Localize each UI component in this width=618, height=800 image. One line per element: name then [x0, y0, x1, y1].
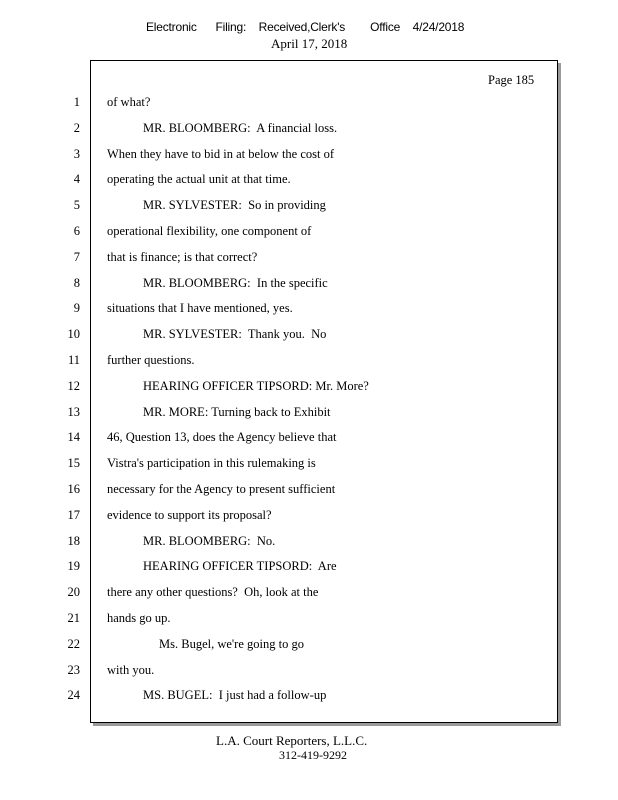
transcript-line: HEARING OFFICER TIPSORD: Are — [143, 559, 337, 574]
page-number: Page 185 — [488, 73, 535, 87]
transcript-line: that is finance; is that correct? — [107, 249, 258, 264]
line-number: 1 — [73, 95, 80, 109]
transcript-line: further questions. — [107, 352, 195, 367]
transcript-line: Vistra's participation in this rulemaking is — [107, 456, 316, 471]
transcript-line: 46, Question 13, does the Agency believe that — [107, 430, 337, 445]
transcript-line: HEARING OFFICER TIPSORD: Mr. More? — [143, 378, 369, 393]
line-number: 17 — [67, 507, 80, 522]
line-number: 16 — [67, 481, 80, 496]
filing-stamp: Electronic Filing: Received,Clerk's Office 4/24/2018 — [146, 20, 465, 34]
line-number: 14 — [67, 430, 80, 445]
line-number: 22 — [67, 636, 80, 651]
line-number-column — [50, 93, 80, 712]
transcript-line: operating the actual unit at that time. — [107, 172, 291, 187]
footer-company: L.A. Court Reporters, L.L.C. — [216, 733, 368, 748]
transcript-line: evidence to support its proposal? — [107, 507, 272, 522]
line-number: 24 — [67, 688, 80, 703]
line-number: 12 — [67, 378, 80, 393]
line-number: 11 — [67, 352, 80, 367]
transcript-line: MR. SYLVESTER: So in providing — [143, 198, 326, 213]
line-number: 21 — [67, 610, 80, 625]
line-number: 9 — [73, 301, 80, 316]
transcript-body — [107, 93, 547, 712]
line-number: 5 — [73, 198, 80, 213]
line-number: 18 — [67, 533, 80, 548]
hearing-date: April 17, 2018 — [271, 36, 348, 51]
line-number: 8 — [73, 275, 80, 290]
line-number: 20 — [67, 585, 80, 600]
transcript-line: When they have to bid in at below the cost of — [107, 146, 335, 161]
transcript-line: MS. BUGEL: I just had a follow-up — [143, 688, 327, 703]
transcript-line: MR. BLOOMBERG: In the specific — [143, 275, 328, 290]
transcript-line: of what? — [107, 95, 151, 109]
transcript-line: necessary for the Agency to present sufficient — [107, 481, 336, 496]
footer-phone: 312-419-9292 — [279, 748, 347, 762]
line-number: 4 — [73, 172, 80, 187]
line-number: 15 — [67, 456, 80, 471]
transcript-line: there any other questions? Oh, look at the — [107, 585, 319, 600]
line-number: 10 — [67, 327, 80, 342]
transcript-line: MR. SYLVESTER: Thank you. No — [143, 327, 327, 342]
line-number: 2 — [73, 120, 80, 135]
transcript-line: MR. MORE: Turning back to Exhibit — [143, 404, 331, 419]
transcript-line: MR. BLOOMBERG: A financial loss. — [143, 120, 338, 135]
line-number: 13 — [67, 404, 80, 419]
transcript-line: operational flexibility, one component of — [107, 223, 312, 238]
line-number: 19 — [67, 559, 80, 574]
transcript-line: MR. BLOOMBERG: No. — [143, 533, 276, 548]
transcript-line: situations that I have mentioned, yes. — [107, 301, 293, 316]
transcript-line: hands go up. — [107, 610, 171, 625]
line-number: 3 — [73, 146, 80, 161]
transcript-line: Ms. Bugel, we're going to go — [159, 636, 304, 651]
line-number: 23 — [67, 662, 80, 677]
line-number: 7 — [73, 249, 80, 264]
transcript-line: with you. — [107, 662, 155, 677]
line-number: 6 — [73, 223, 80, 238]
